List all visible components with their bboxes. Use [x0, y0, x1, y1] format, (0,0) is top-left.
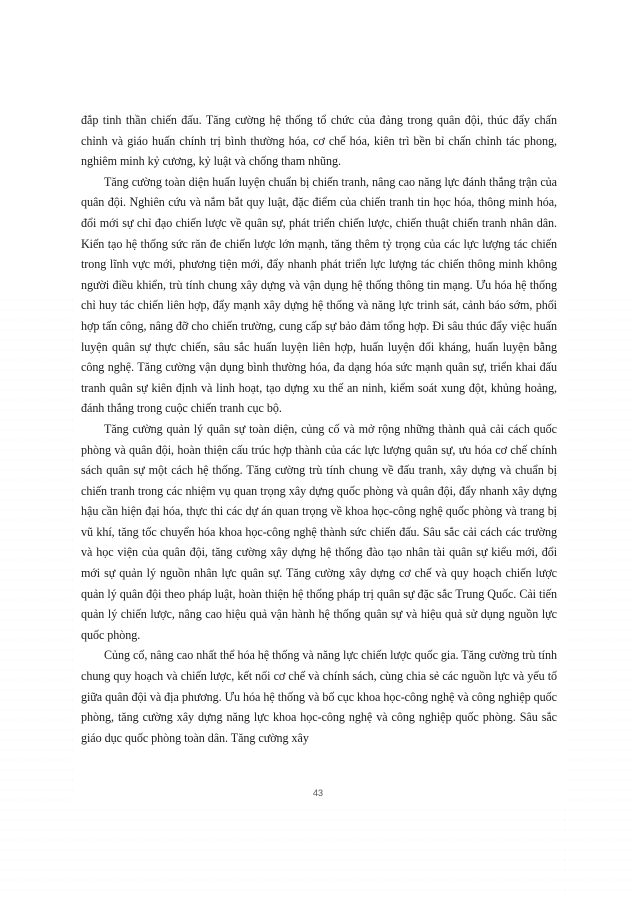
paragraph-4: Củng cố, nâng cao nhất thể hóa hệ thống và năng lực chiến lược quốc gia. Tăng cường trù tính chung quy hoạch và chiến lược, kết nối cơ chế và chính sách, cùng chia sẻ các nguồn lực và yếu tố giữa quân đội và địa phương. Ưu hóa hệ thống và bố cục khoa học-công nghệ và công nghiệp quốc phòng, tăng cường xây dựng năng lực khoa học-công nghệ và công nghiệp quốc phòng. Sâu sắc giáo dục quốc phòng toàn dân. Tăng cường xây — [81, 648, 557, 745]
paragraph-1: đắp tinh thần chiến đấu. Tăng cường hệ thống tổ chức của đảng trong quân đội, thúc đẩy chấn chỉnh và giáo huấn chính trị bình thường hóa, cơ chế hóa, kiên trì bền bỉ chấn chỉnh tác phong, nghiêm minh kỷ cương, kỷ luật và chống tham nhũng. — [81, 113, 557, 169]
body-text — [81, 110, 557, 748]
paragraph-3: Tăng cường quản lý quân sự toàn diện, củng cố và mở rộng những thành quả cải cách quốc phòng và quân đội, hoàn thiện cấu trúc hợp thành của các lực lượng quân sự, ưu hóa cơ chế chính sách quân sự một cách hệ thống. Tăng cường trù tính chung về đấu tranh, xây dựng và chuẩn bị chiến tranh trong các nhiệm vụ quan trọng xây dựng quốc phòng và quân đội, đẩy nhanh xây dựng hậu cần hiện đại hóa, thực thi các dự án quan trọng về khoa học-công nghệ quốc phòng và trang bị vũ khí, tăng tốc chuyển hóa khoa học-công nghệ thành sức chiến đấu. Sâu sắc cải cách các trường và học viện của quân đội, tăng cường xây dựng hệ thống đào tạo nhân tài quân sự kiểu mới, đổi mới sự quản lý nguồn nhân lực quân sự. Tăng cường xây dựng cơ chế và quy hoạch chiến lược quản lý quân đội theo pháp luật, hoàn thiện hệ thống pháp trị quân sự đặc sắc Trung Quốc. Cải tiến quản lý chiến lược, nâng cao hiệu quả vận hành hệ thống quân sự và hiệu quả sử dụng nguồn lực quốc phòng. — [81, 421, 557, 642]
paragraph-2: Tăng cường toàn diện huấn luyện chuẩn bị chiến tranh, nâng cao năng lực đánh thắng trận của quân đội. Nghiên cứu và nắm bắt quy luật, đặc điểm của chiến tranh tin học hóa, thông minh hóa, đổi mới sự chỉ đạo chiến lược về quân sự, phát triển chiến lược, chiến thuật chiến tranh nhân dân. Kiến tạo hệ thống sức răn đe chiến lược lớn mạnh, tăng thêm tỷ trọng của các lực lượng tác chiến trong lĩnh vực mới, phương tiện mới, đẩy nhanh phát triển lực lượng tác chiến thông minh không người điều khiển, trù tính chung xây dựng và vận dụng hệ thống thông tin mạng. Ưu hóa hệ thống chỉ huy tác chiến liên hợp, đẩy mạnh xây dựng hệ thống và năng lực trinh sát, cảnh báo sớm, phối hợp tấn công, nâng đỡ cho chiến trường, cung cấp sự bảo đảm tổng hợp. Đi sâu thúc đẩy việc huấn luyện quân sự thực chiến, sâu sắc huấn luyện liên hợp, huấn luyện đối kháng, huấn luyện bằng công nghệ. Tăng cường vận dụng bình thường hóa, đa dạng hóa sức mạnh quân sự, triển khai đấu tranh quân sự kiên định và linh hoạt, tạo dựng xu thế an ninh, kiểm soát xung đột, khủng hoảng, đánh thắng trong cuộc chiến tranh cục bộ. — [81, 174, 557, 416]
page-number: 43 — [312, 788, 323, 798]
